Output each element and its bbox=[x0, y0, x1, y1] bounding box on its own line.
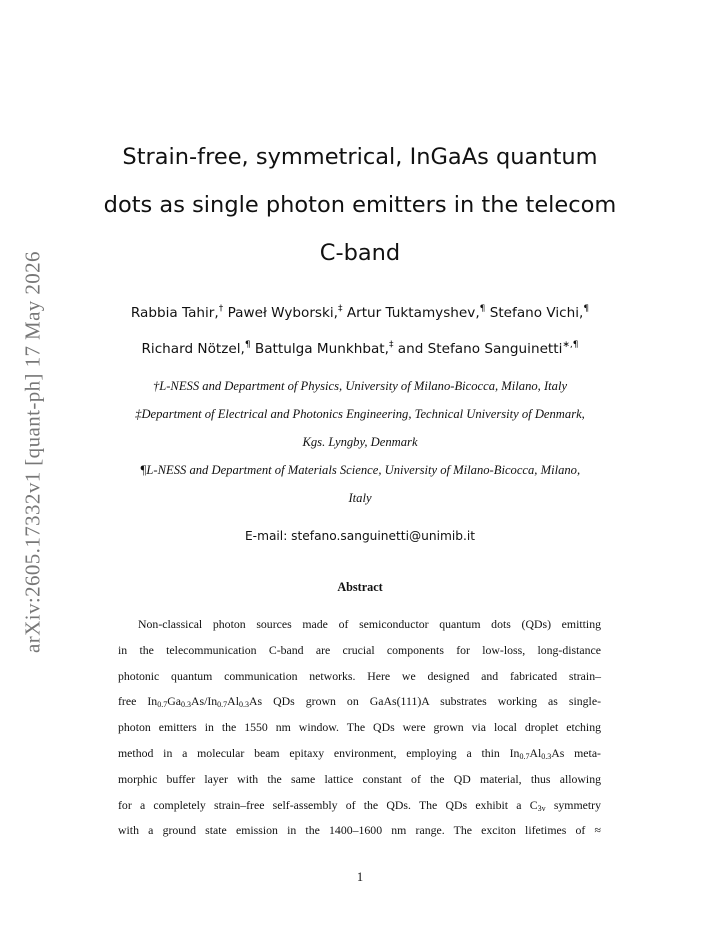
affiliation-line: †L-NESS and Department of Physics, University of Milano-Bicocca, Milano, Italy bbox=[152, 379, 568, 393]
author-name: Richard Nötzel, bbox=[141, 341, 245, 357]
affiliation-mark: ‡ bbox=[337, 304, 343, 314]
author-name: Stefano Vichi, bbox=[489, 305, 584, 321]
affiliation-mark: ¶ bbox=[583, 304, 590, 314]
page-number: 1 bbox=[356, 870, 364, 884]
affiliation-mark: ¶ bbox=[479, 304, 486, 314]
paper-title bbox=[80, 133, 640, 277]
arxiv-identifier-stamp: arXiv:2605.17332v1 [quant-ph] 17 May 2026 bbox=[20, 251, 45, 653]
affiliation-mark: ∗,¶ bbox=[562, 340, 579, 350]
author-line bbox=[80, 295, 640, 331]
affiliation-line: Italy bbox=[348, 491, 372, 505]
title-line: dots as single photon emitters in the telecom bbox=[103, 192, 617, 218]
abstract-line: in the telecommunication C-band are crucial components for low-loss, long-distance bbox=[118, 642, 601, 657]
corresponding-email: E-mail: stefano.sanguinetti@unimib.it bbox=[244, 529, 476, 543]
abstract-line: method in a molecular beam epitaxy environment, employing a thin $In_{0.7}Al_{0.3}As$ meta- bbox=[118, 745, 601, 761]
author-name: Artur Tuktamyshev, bbox=[346, 305, 480, 321]
author-line bbox=[80, 331, 640, 367]
author-name: Battulga Munkhbat, bbox=[254, 341, 389, 357]
author-name: and Stefano Sanguinetti bbox=[397, 341, 563, 357]
affiliation-mark: † bbox=[218, 304, 224, 314]
abstract-line: photon emitters in the 1550 nm window. The QDs were grown via local droplet etching bbox=[118, 720, 601, 735]
affiliation-mark: ‡ bbox=[388, 340, 394, 350]
abstract-line: with a ground state emission in the 1400–1600 nm range. The exciton lifetimes of ≈ bbox=[118, 823, 601, 838]
abstract-heading: Abstract bbox=[337, 580, 383, 594]
author-name: Rabbia Tahir, bbox=[130, 305, 219, 321]
affiliation-line: ‡Department of Electrical and Photonics Engineering, Technical University of Denmark, bbox=[135, 407, 585, 421]
author-list bbox=[80, 295, 640, 367]
affiliation-line: Kgs. Lyngby, Denmark bbox=[302, 435, 418, 449]
abstract-line: Non-classical photon sources made of semiconductor quantum dots (QDs) emitting bbox=[138, 617, 601, 631]
abstract-line: morphic buffer layer with the same lattice constant of the QD material, thus allowing bbox=[118, 771, 601, 786]
abstract-line: photonic quantum communication networks. Here we designed and fabricated strain– bbox=[118, 668, 601, 683]
affiliation-mark: ¶ bbox=[244, 340, 251, 350]
author-name: Paweł Wyborski, bbox=[227, 305, 338, 321]
title-line: C-band bbox=[319, 240, 401, 266]
title-line: Strain-free, symmetrical, InGaAs quantum bbox=[122, 144, 598, 170]
abstract-line: free $In_{0.7}Ga_{0.3}As/In_{0.7}Al_{0.3}As$ QDs grown on GaAs(111)A substrates working as single- bbox=[118, 694, 602, 710]
abstract-line: for a completely strain–free self-assembly of the QDs. The QDs exhibit a $C_{3v}$ symmetry bbox=[118, 797, 601, 813]
affiliation-line: ¶L-NESS and Department of Materials Science, University of Milano-Bicocca, Milano, bbox=[139, 463, 581, 477]
abstract-text bbox=[118, 612, 601, 844]
affiliations bbox=[80, 372, 640, 512]
